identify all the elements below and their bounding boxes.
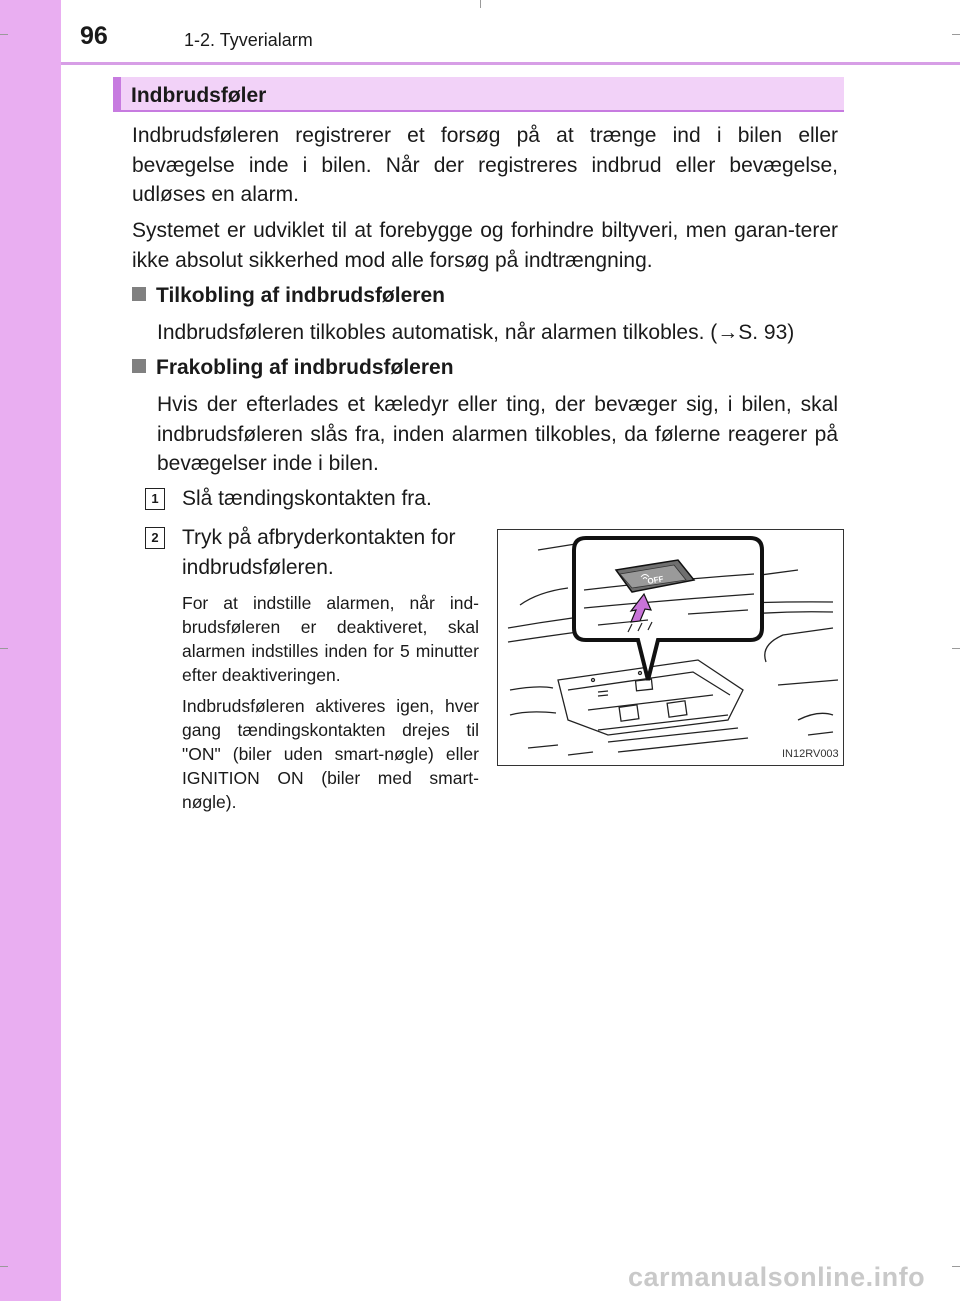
section-header <box>113 77 844 112</box>
console-drawing <box>498 530 844 766</box>
overhead-console-illustration <box>497 529 844 766</box>
chapter-title: 1-2. Tyverialarm <box>184 30 313 50</box>
step-text-2: Tryk på afbryderkontakten for indbrudsføleren. <box>182 526 456 579</box>
switch-off-label: OFF <box>646 574 665 586</box>
subsection-heading-1 <box>132 284 445 308</box>
intro-paragraph-2: Systemet er udviklet til at forebygge og forhindre biltyveri, men garan-terer ikke absolut sikkerhed mod alle forsøg på indtrængning. <box>132 219 838 272</box>
page-sidebar <box>0 0 61 1301</box>
watermark: carmanualsonline.info <box>628 1262 926 1292</box>
step-text-1: Slå tændingskontakten fra. <box>182 487 432 510</box>
crop-mark <box>952 648 960 649</box>
subsection-title: Frakobling af indbrudsføleren <box>156 356 454 379</box>
section-title: Indbrudsføler <box>131 84 267 107</box>
crop-mark <box>952 1266 960 1267</box>
note-2: Indbrudsføleren aktiveres igen, hver gang tændingskontakten drejes til "ON" (biler uden smart-nøgle) eller IGNITION ON (biler med smart-nøgle). <box>182 696 479 812</box>
square-bullet-icon <box>132 359 146 373</box>
crop-mark <box>0 1266 8 1267</box>
page-number: 96 <box>80 22 108 50</box>
crop-mark <box>0 648 8 649</box>
crop-mark <box>480 0 481 8</box>
step-number-2: 2 <box>145 527 165 549</box>
step-number-1: 1 <box>145 488 165 510</box>
subsection-text-2: Hvis der efterlades et kæledyr eller ting, der bevæger sig, i bilen, skal indbrudsføleren slås fra, inden alarmen tilkobles, da følerne reagerer på bevægelser inde i bilen. <box>157 393 838 475</box>
crop-mark <box>0 34 8 35</box>
intro-paragraph-1: Indbrudsføleren registrerer et forsøg på at trænge ind i bilen eller bevægelse inde i bilen. Når der registreres indbrud eller bevægelse, udløses en alarm. <box>132 124 838 206</box>
note-1: For at indstille alarmen, når ind-brudsføleren er deaktiveret, skal alarmen indstilles inden for 5 minutter efter deaktiveringen. <box>182 593 479 685</box>
header-rule <box>61 62 960 65</box>
subsection-title: Tilkobling af indbrudsføleren <box>156 284 445 307</box>
subsection-heading-2 <box>132 356 454 380</box>
crop-mark <box>952 34 960 35</box>
subsection-text-1: Indbrudsføleren tilkobles automatisk, når alarmen tilkobles. (→S. 93) <box>157 321 795 344</box>
square-bullet-icon <box>132 287 146 301</box>
figure-code: IN12RV003 <box>782 748 839 760</box>
